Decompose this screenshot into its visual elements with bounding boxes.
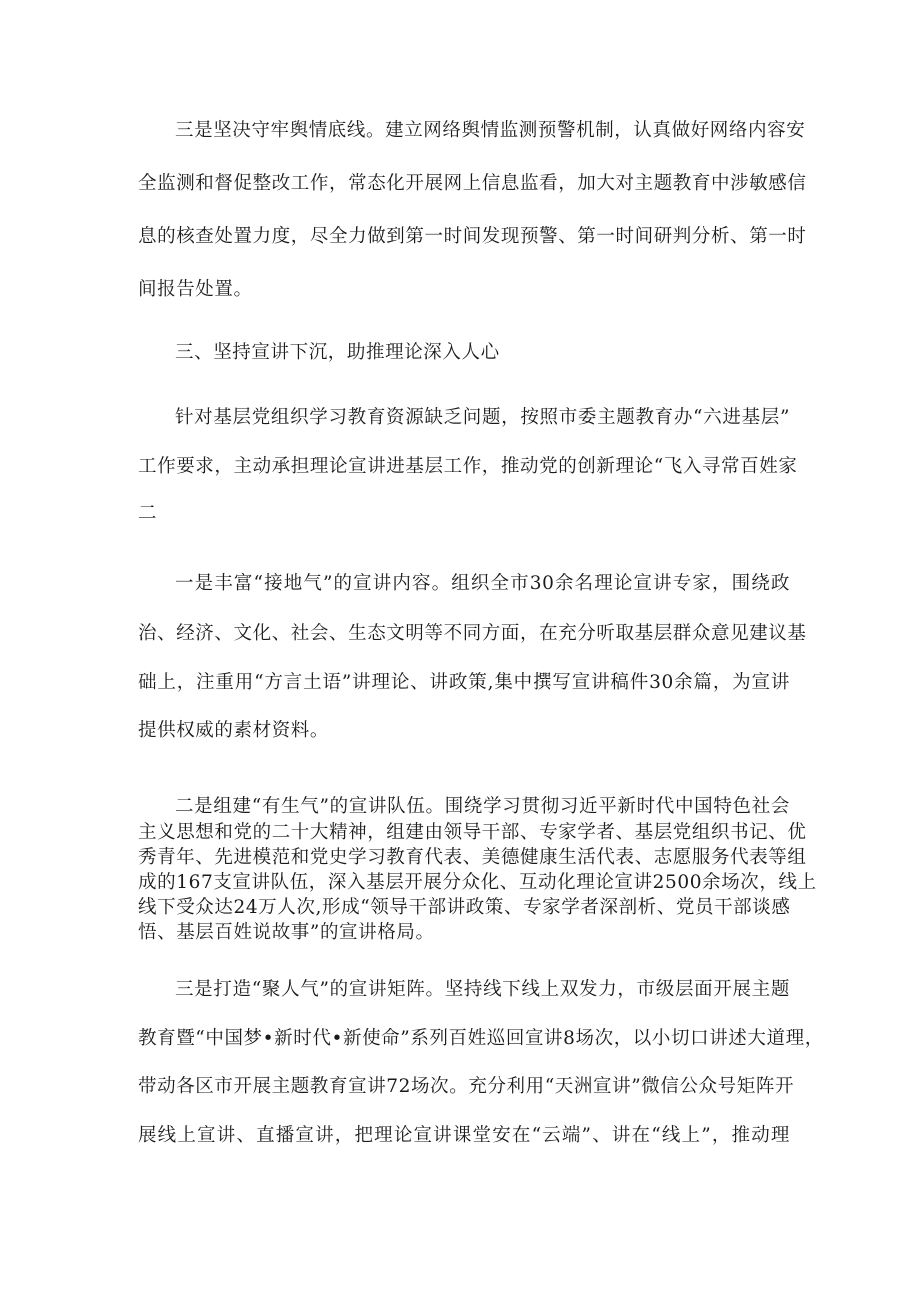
paragraph-1-line-3: 息的核查处置力度，尽全力做到第一时间发现预警、第一时间研判分析、第一时: [138, 226, 807, 247]
section-heading: 三、坚持宣讲下沉，助推理论深入人心: [175, 342, 500, 363]
paragraph-4-line-5: 线下受众达24万人次,形成“领导干部讲政策、专家学者深剖析、党员干部谈感: [138, 897, 791, 918]
paragraph-5-line-2: 教育暨“中国梦•新时代•新使命”系列百姓巡回宣讲8场次，以小切口讲述大道理，: [138, 1028, 824, 1049]
paragraph-5-line-1: 三是打造“聚人气”的宣讲矩阵。坚持线下线上双发力，市级层面开展主题: [175, 979, 790, 1000]
paragraph-2-line-3: 二: [138, 503, 158, 524]
paragraph-4-line-6: 悟、基层百姓说故事”的宣讲格局。: [138, 922, 435, 943]
paragraph-2-line-2: 工作要求，主动承担理论宣讲进基层工作，推动党的创新理论“飞入寻常百姓家: [138, 456, 798, 477]
paragraph-1-line-2: 全监测和督促整改工作，常态化开展网上信息监看，加大对主题教育中涉敏感信: [138, 173, 807, 194]
paragraph-5-line-3: 带动各区市开展主题教育宣讲72场次。充分利用“天洲宣讲”微信公众号矩阵开: [138, 1076, 795, 1097]
paragraph-4-line-1: 二是组建“有生气”的宣讲队伍。围绕学习贯彻习近平新时代中国特色社会: [175, 796, 790, 817]
paragraph-4-line-3: 秀青年、先进模范和党史学习教育代表、美德健康生活代表、志愿服务代表等组: [138, 847, 807, 868]
paragraph-3-line-3: 础上，注重用“方言土语”讲理论、讲政策,集中撰写宣讲稿件30余篇，为宣讲: [138, 672, 790, 693]
paragraph-4-line-4: 成的167支宣讲队伍，深入基层开展分众化、互动化理论宣讲2500余场次，线上: [138, 872, 817, 893]
paragraph-3-line-1: 一是丰富“接地气”的宣讲内容。组织全市30余名理论宣讲专家，围绕政: [175, 573, 790, 594]
paragraph-5-line-4: 展线上宣讲、直播宣讲，把理论宣讲课堂安在“云端”、讲在“线上”，推动理: [138, 1125, 790, 1146]
paragraph-1-line-4: 间报告处置。: [138, 279, 253, 300]
paragraph-1-line-1: 三是坚决守牢舆情底线。建立网络舆情监测预警机制，认真做好网络内容安: [175, 120, 806, 141]
paragraph-2-line-1: 针对基层党组织学习教育资源缺乏问题，按照市委主题教育办“六进基层”: [175, 407, 790, 428]
paragraph-3-line-2: 治、经济、文化、社会、生态文明等不同方面，在充分听取基层群众意见建议基: [138, 623, 807, 644]
paragraph-3-line-4: 提供权威的素材资料。: [138, 720, 330, 741]
paragraph-4-line-2: 主义思想和党的二十大精神，组建由领导干部、专家学者、基层党组织书记、优: [138, 822, 807, 843]
